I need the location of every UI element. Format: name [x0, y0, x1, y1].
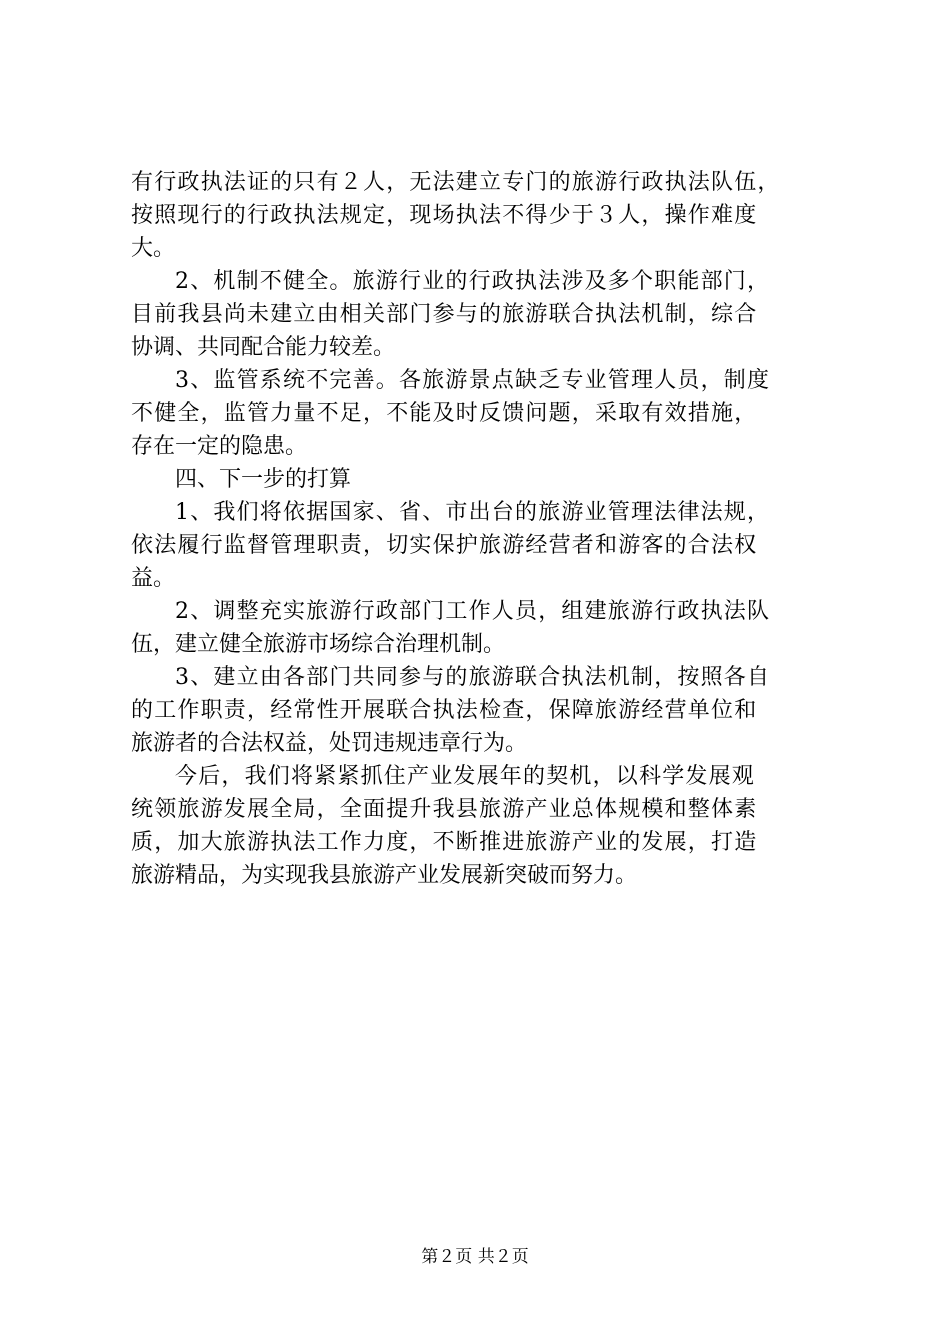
text-line: 旅游精品，为实现我县旅游产业发展新突破而努力。	[131, 863, 638, 888]
text-line: 统领旅游发展全局，全面提升我县旅游产业总体规模和整体素	[131, 797, 758, 822]
text-line: 不健全，监管力量不足，不能及时反馈问题，采取有效措施，	[131, 401, 758, 426]
text-line: 旅游者的合法权益，处罚违规违章行为。	[131, 731, 528, 756]
text-line: 依法履行监督管理职责，切实保护旅游经营者和游客的合法权	[131, 533, 758, 558]
text-line: 3、监管系统不完善。各旅游景点缺乏专业管理人员，制度	[175, 368, 771, 393]
text-line: 伍，建立健全旅游市场综合治理机制。	[131, 632, 506, 657]
text-line: 有行政执法证的只有２人，无法建立专门的旅游行政执法队伍，	[131, 170, 781, 195]
text-line: 益。	[131, 566, 176, 591]
text-line: 2、机制不健全。旅游行业的行政执法涉及多个职能部门，	[175, 269, 771, 294]
text-line: 质，加大旅游执法工作力度，不断推进旅游产业的发展，打造	[131, 830, 758, 855]
text-line: 存在一定的隐患。	[131, 434, 308, 459]
text-line: 2、调整充实旅游行政部门工作人员，组建旅游行政执法队	[175, 599, 771, 624]
text-line: 今后，我们将紧紧抓住产业发展年的契机，以科学发展观	[175, 764, 756, 789]
section-heading: 四、下一步的打算	[175, 467, 352, 492]
text-line: 协调、共同配合能力较差。	[131, 335, 396, 360]
text-line: 1、我们将依据国家、省、市出台的旅游业管理法律法规，	[175, 500, 771, 525]
text-line: 按照现行的行政执法规定，现场执法不得少于３人，操作难度	[131, 203, 758, 228]
page-footer	[0, 1245, 950, 1269]
text-line: 大。	[131, 236, 176, 261]
text-line: 目前我县尚未建立由相关部门参与的旅游联合执法机制，综合	[131, 302, 758, 327]
text-line: 的工作职责，经常性开展联合执法检查，保障旅游经营单位和	[131, 698, 758, 723]
page-number-label: 第２页 共２页	[421, 1247, 529, 1267]
text-line: 3、建立由各部门共同参与的旅游联合执法机制，按照各自	[175, 665, 771, 690]
